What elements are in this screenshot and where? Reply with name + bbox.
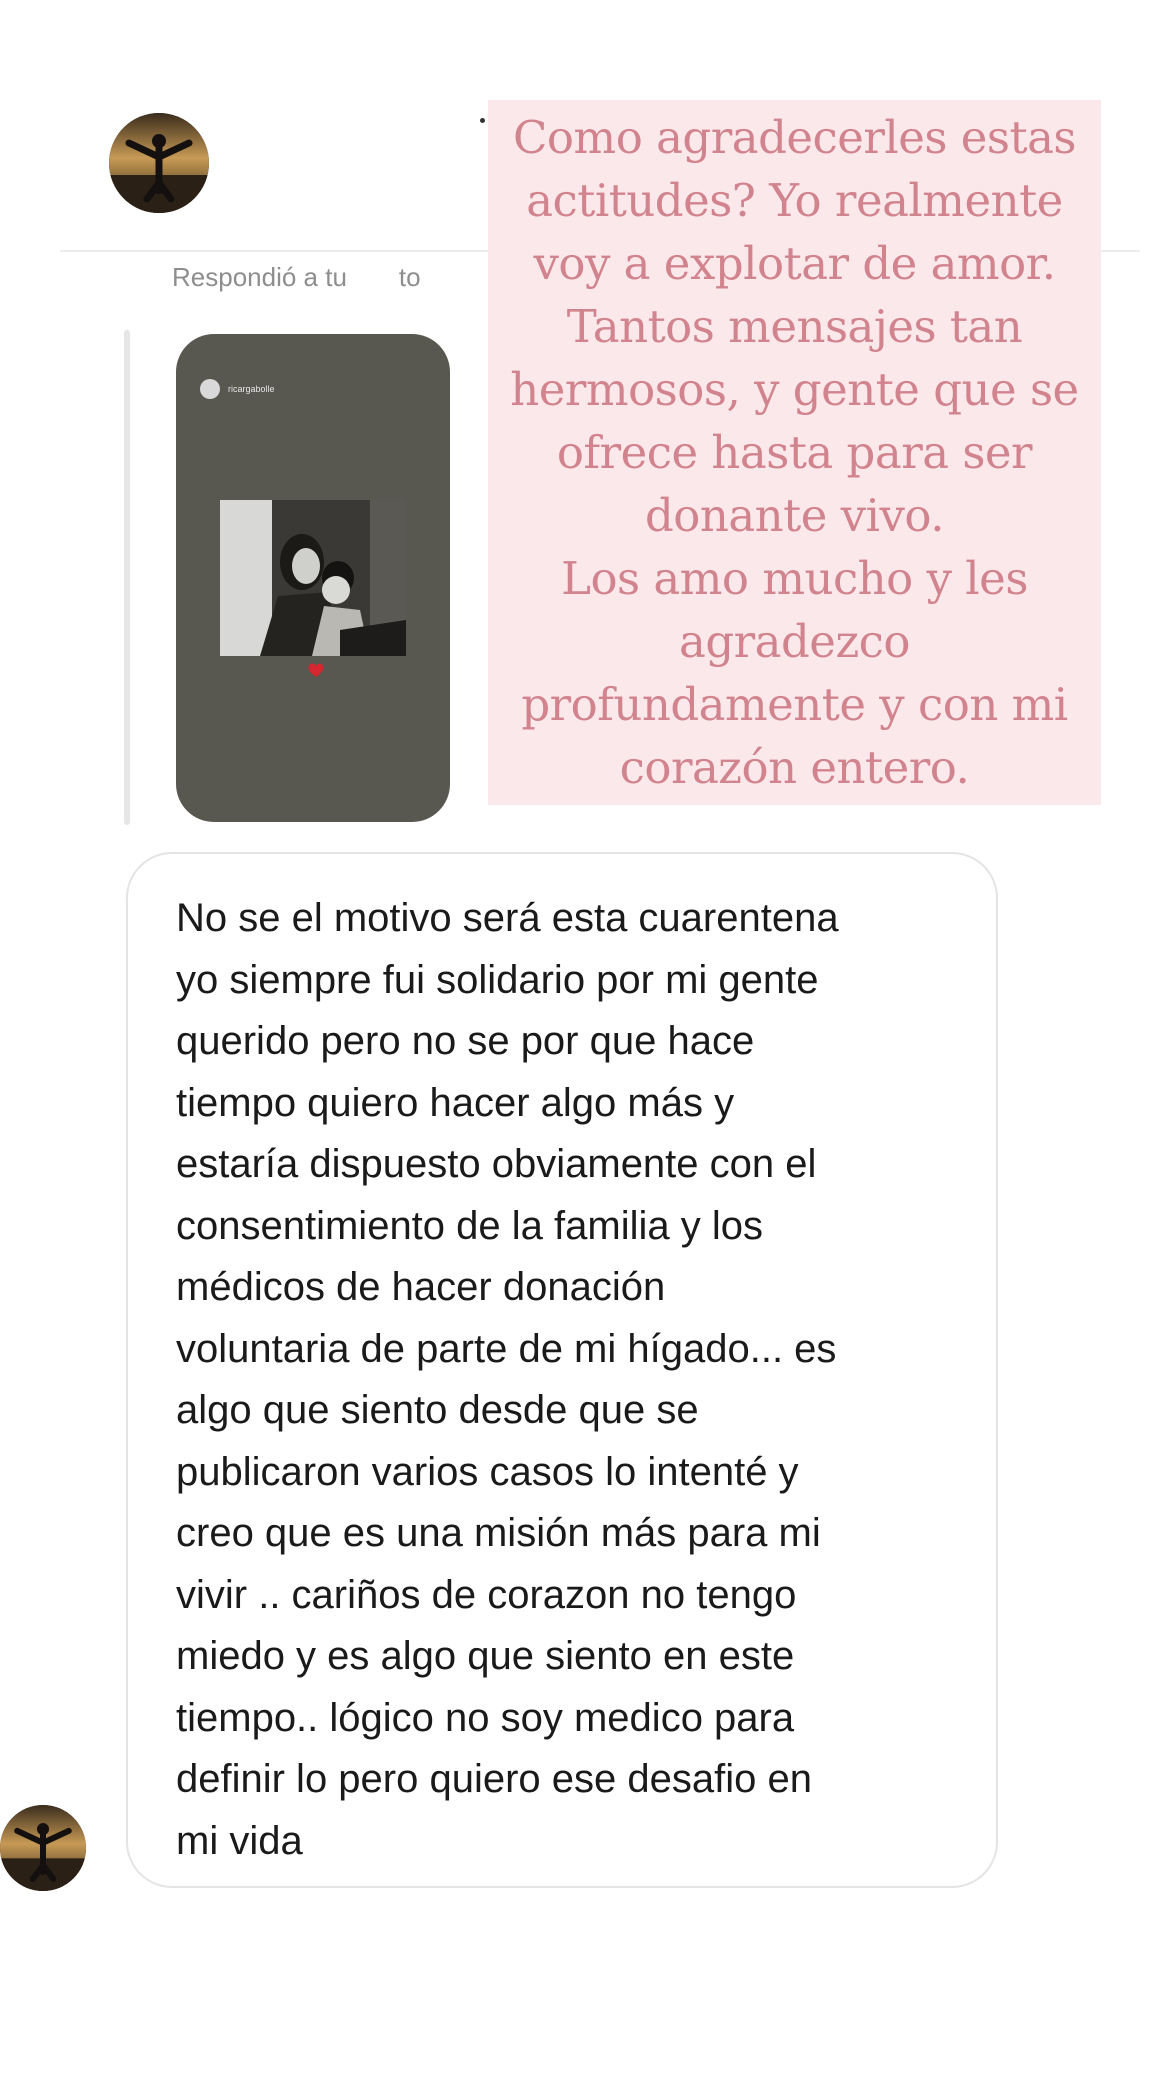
message-line: médicos de hacer donación bbox=[176, 1265, 666, 1309]
message-line: creo que es una misión más para mi bbox=[176, 1511, 821, 1555]
reply-label-text: Respondió a tu bbox=[172, 262, 347, 292]
heart-icon bbox=[306, 660, 326, 680]
story-photo bbox=[220, 500, 406, 656]
overlay-line: profundamente y con mi bbox=[521, 678, 1068, 731]
message-line: consentimiento de la familia y los bbox=[176, 1203, 763, 1248]
story-preview[interactable] bbox=[176, 334, 450, 822]
overlay-line: Como agradecerles estas bbox=[513, 111, 1076, 164]
message-line: voluntaria de parte de mi hígado... es bbox=[176, 1326, 837, 1371]
overlay-line: agradezco bbox=[679, 615, 910, 668]
message-line: querido pero no se por que hace bbox=[176, 1019, 755, 1063]
story-text-overlay bbox=[488, 100, 1101, 805]
reply-label-tail: to bbox=[398, 262, 421, 292]
message-line: yo siempre fui solidario por mi gente bbox=[176, 957, 819, 1002]
message-line: definir lo pero quiero ese desafio en bbox=[176, 1757, 812, 1801]
message-line: mi vida bbox=[176, 1818, 303, 1863]
sender-avatar[interactable] bbox=[109, 113, 209, 213]
message-line: miedo y es algo que siento en este bbox=[176, 1634, 795, 1678]
reply-context-label bbox=[172, 262, 421, 293]
avatar-photo bbox=[109, 113, 209, 213]
avatar-photo bbox=[0, 1805, 86, 1891]
message-line: tiempo quiero hacer algo más y bbox=[176, 1080, 735, 1125]
story-username: ricargabolle bbox=[228, 384, 275, 394]
overlay-line: hermosos, y gente que se bbox=[510, 363, 1079, 416]
typing-dot bbox=[480, 118, 485, 123]
overlay-line: Los amo mucho y les bbox=[561, 552, 1028, 605]
message-line: estaría dispuesto obviamente con el bbox=[176, 1142, 817, 1186]
overlay-line: ofrece hasta para ser bbox=[556, 426, 1033, 479]
overlay-line: corazón entero. bbox=[619, 741, 970, 794]
message-bubble[interactable] bbox=[126, 852, 998, 1888]
story-header bbox=[200, 382, 436, 396]
message-line: publicaron varios casos lo intenté y bbox=[176, 1449, 799, 1494]
overlay-line: donante vivo. bbox=[644, 489, 945, 542]
message-text bbox=[176, 888, 976, 1872]
reply-quote-bar bbox=[124, 330, 130, 825]
overlay-line: actitudes? Yo realmente bbox=[526, 174, 1063, 227]
message-line: tiempo.. lógico no soy medico para bbox=[176, 1695, 795, 1740]
sender-avatar-small[interactable] bbox=[0, 1805, 86, 1891]
message-line: vivir .. cariños de corazon no tengo bbox=[176, 1572, 797, 1617]
photo-image bbox=[220, 500, 406, 656]
overlay-line: Tantos mensajes tan bbox=[566, 300, 1023, 353]
message-line: algo que siento desde que se bbox=[176, 1388, 699, 1432]
message-line: No se el motivo será esta cuarentena bbox=[176, 896, 839, 940]
story-avatar bbox=[200, 379, 220, 399]
overlay-line: voy a explotar de amor. bbox=[533, 237, 1056, 290]
